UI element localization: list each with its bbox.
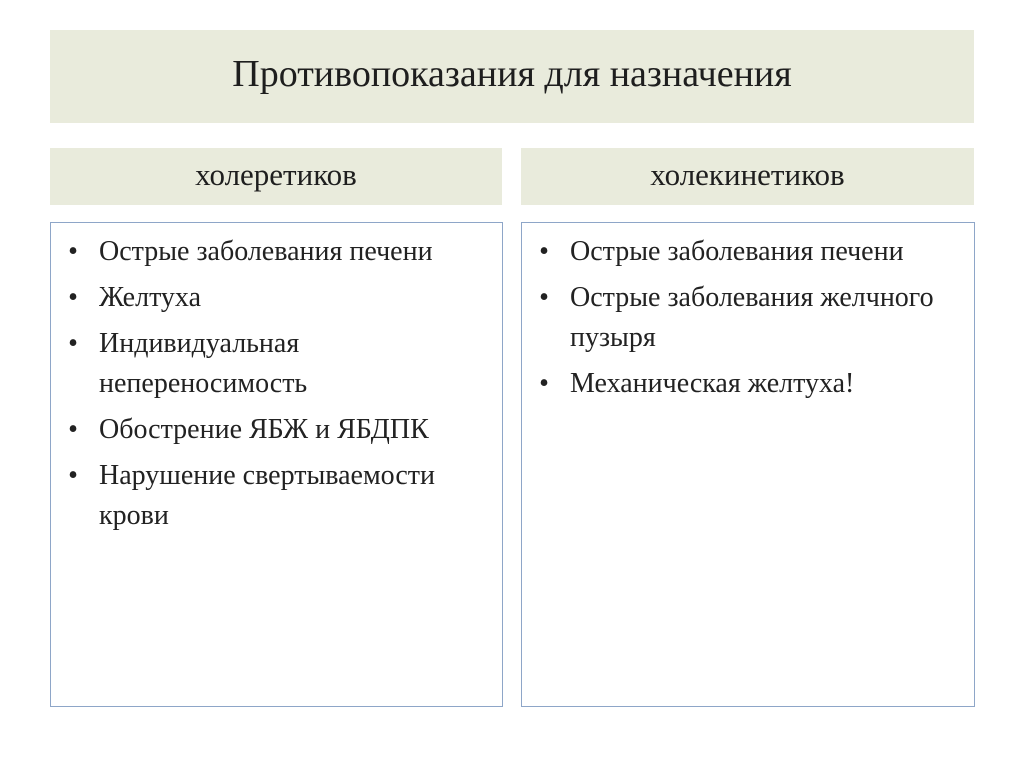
list-item-text: Острые заболевания печени (570, 236, 904, 267)
left-column-list-box (50, 222, 503, 707)
bullet-icon: • (68, 236, 78, 267)
list-item (51, 278, 502, 318)
bullet-icon: • (68, 328, 78, 359)
list-item (51, 410, 502, 450)
list-item-text: Острые заболевания печени (99, 236, 433, 267)
left-column-header-text: холеретиков (195, 157, 357, 192)
slide-title: Противопоказания для назначения (232, 52, 792, 95)
list-item (522, 364, 974, 404)
bullet-icon: • (68, 460, 78, 491)
right-column-header (521, 148, 974, 205)
list-item-text: Нарушение свертываемости крови (99, 460, 436, 531)
bullet-icon: • (539, 282, 549, 313)
bullet-icon: • (539, 368, 549, 399)
list-item (522, 278, 974, 358)
bullet-icon: • (68, 282, 78, 313)
list-item (51, 324, 502, 404)
list-item-text: Обострение ЯБЖ и ЯБДПК (99, 414, 429, 445)
right-bullet-list (522, 223, 974, 404)
left-bullet-list (51, 223, 502, 536)
list-item (51, 456, 502, 536)
list-item-text: Индивидуальная непереносимость (99, 328, 308, 399)
right-column-list-box (521, 222, 975, 707)
list-item-text: Острые заболевания желчного пузыря (570, 282, 934, 353)
list-item (51, 232, 502, 272)
list-item-text: Желтуха (99, 282, 201, 313)
list-item (522, 232, 974, 272)
bullet-icon: • (539, 236, 549, 267)
title-banner (50, 30, 974, 123)
right-column-header-text: холекинетиков (650, 157, 845, 192)
left-column-header (50, 148, 502, 205)
list-item-text: Механическая желтуха! (570, 368, 855, 399)
bullet-icon: • (68, 414, 78, 445)
